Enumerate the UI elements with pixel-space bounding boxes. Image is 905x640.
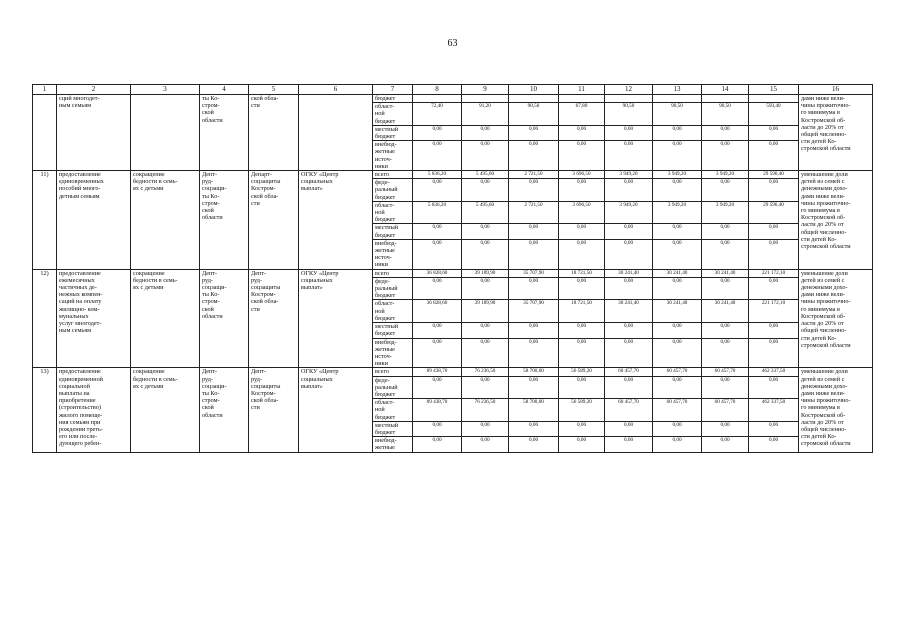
amount-cell: 0,00 [559,277,605,300]
amount-cell: 0,00 [653,376,702,399]
funding-source: всего [373,171,413,179]
goal-cell: сокращение бедности в семь- ях с детьми [131,368,200,452]
organization-cell: ОГКУ «Центр социальных выплат» [299,269,373,368]
amount-cell [462,95,509,103]
responsible-cell: Депт- руд- соцзащи- ты Ко- стром- ской области [200,269,249,368]
amount-cell: 0,00 [605,376,653,399]
amount-cell: 36 828,60 [413,269,462,277]
funding-source: местный бюджет [373,224,413,239]
responsible-cell: Депт- руд- соцзащи- ты Ко- стром- ской области [200,368,249,452]
organization-cell: ОГКУ «Центр социальных выплат» [299,368,373,452]
column-number: 3 [131,85,200,95]
amount-cell: 0,00 [559,141,605,171]
amount-cell: 0,00 [749,125,799,140]
amount-cell: 593,40 [749,103,799,126]
amount-cell: 0,00 [462,421,509,436]
amount-cell: 0,00 [509,421,559,436]
amount-cell: 0,00 [509,323,559,338]
amount-cell: 29 596,40 [749,201,799,224]
amount-cell: 0,00 [605,179,653,202]
amount-cell: 72,40 [413,103,462,126]
amount-cell: 3 949,20 [653,201,702,224]
amount-cell: 2 721,50 [509,171,559,179]
amount-cell: 0,00 [653,179,702,202]
amount-cell: 0,00 [702,179,749,202]
funding-source: местный бюджет [373,125,413,140]
funding-source: внебюд- жетные источ- ники [373,338,413,368]
funding-source: област- ной бюджет [373,300,413,323]
amount-cell: 60 457,70 [605,399,653,422]
column-number: 9 [462,85,509,95]
amount-cell: 30 241,40 [605,300,653,323]
column-number: 14 [702,85,749,95]
table-row [33,269,873,277]
column-number: 15 [749,85,799,95]
amount-cell: 5 495,60 [462,171,509,179]
amount-cell: 462 337,50 [749,368,799,376]
amount-cell: 0,00 [702,239,749,269]
amount-cell: 35 707,90 [509,269,559,277]
amount-cell: 0,00 [702,376,749,399]
amount-cell: 0,00 [413,125,462,140]
amount-cell: 91,20 [462,103,509,126]
expected-result: уменьшение доли детей из семей с денежными дохо- дами ниже вели- чины прожиточно- го минимума в Костромской об- ласти до 20% от общей численно- сти детей Ко- стромской области [799,171,873,270]
amount-cell: 90,50 [605,103,653,126]
amount-cell: 0,00 [462,323,509,338]
amount-cell: 0,00 [653,323,702,338]
amount-cell: 0,00 [605,141,653,171]
expected-result: уменьшение доли детей из семей с денежными дохо- дами ниже вели- чины прожиточно- го минимума в Костромской об- ласти до 20% от общей численно- сти детей Ко- стромской области [799,368,873,452]
amount-cell: 89 438,70 [413,399,462,422]
executor-cell: Депт- руд- соцзащиты Костром- ской обла- сти [249,269,299,368]
amount-cell: 0,00 [702,224,749,239]
table-row [33,171,873,179]
amount-cell: 0,00 [702,141,749,171]
amount-cell: 0,00 [653,338,702,368]
amount-cell: 0,00 [653,421,702,436]
amount-cell: 3 696,50 [559,201,605,224]
amount-cell: 0,00 [413,376,462,399]
organization-cell: ОГКУ «Центр социальных выплат» [299,171,373,270]
amount-cell: 0,00 [653,141,702,171]
amount-cell: 60 457,70 [653,399,702,422]
funding-source: област- ной бюджет [373,201,413,224]
amount-cell: 30 241,40 [653,300,702,323]
amount-cell: 0,00 [462,376,509,399]
amount-cell [749,95,799,103]
amount-cell: 0,00 [413,421,462,436]
header-row [33,85,873,95]
expected-result: уменьшение доли детей из семей с денежными дохо- дами ниже вели- чины прожиточно- го минимума в Костромской об- ласти до 20% от общей численно- сти детей Ко- стромской области [799,269,873,368]
amount-cell: 0,00 [702,125,749,140]
amount-cell: 0,00 [605,239,653,269]
amount-cell: 39 189,90 [462,300,509,323]
amount-cell: 0,00 [559,338,605,368]
goal-cell: сокращение бедности в семь- ях с детьми [131,269,200,368]
amount-cell: 0,00 [605,421,653,436]
amount-cell: 0,00 [749,421,799,436]
amount-cell: 29 596,40 [749,171,799,179]
amount-cell: 0,00 [749,437,799,452]
amount-cell: 0,00 [509,437,559,452]
table-row [33,95,873,103]
table-row [33,368,873,376]
amount-cell: 90,50 [509,103,559,126]
amount-cell: 90,50 [653,103,702,126]
amount-cell: 0,00 [413,239,462,269]
column-number: 11 [559,85,605,95]
amount-cell: 56 589,20 [559,368,605,376]
amount-cell: 3 949,20 [605,171,653,179]
amount-cell: 0,00 [509,239,559,269]
page-number: 63 [447,38,458,49]
amount-cell: 0,00 [702,437,749,452]
executor-cell: ской обла- сти [249,95,299,171]
amount-cell: 0,00 [605,125,653,140]
amount-cell: 0,00 [462,437,509,452]
amount-cell: 0,00 [559,179,605,202]
amount-cell: 0,00 [702,338,749,368]
amount-cell: 76 236,50 [462,399,509,422]
amount-cell: 0,00 [653,239,702,269]
amount-cell: 0,00 [462,338,509,368]
amount-cell: 0,00 [605,277,653,300]
amount-cell: 3 949,20 [653,171,702,179]
amount-cell: 0,00 [605,323,653,338]
column-number: 8 [413,85,462,95]
amount-cell: 0,00 [749,277,799,300]
funding-source: всего [373,269,413,277]
amount-cell: 0,00 [559,125,605,140]
executor-cell: Депт- руд- соцзащиты Костром- ской обла- сти [249,368,299,452]
amount-cell: 3 949,20 [605,201,653,224]
amount-cell: 0,00 [413,338,462,368]
amount-cell: 90,50 [702,103,749,126]
funding-source: феде- ральный бюджет [373,277,413,300]
column-number: 1 [33,85,57,95]
amount-cell: 0,00 [462,179,509,202]
amount-cell: 0,00 [702,323,749,338]
amount-cell: 56 589,20 [559,399,605,422]
amount-cell: 0,00 [509,141,559,171]
row-number-cell: 11) [33,171,57,270]
amount-cell: 0,00 [559,421,605,436]
amount-cell: 0,00 [462,125,509,140]
amount-cell: 3 696,50 [559,171,605,179]
amount-cell [702,95,749,103]
funding-source: област- ной бюджет [373,103,413,126]
amount-cell: 0,00 [509,224,559,239]
amount-cell: 462 337,50 [749,399,799,422]
executor-cell: Департ- соцзащиты Костром- ской обла- сти [249,171,299,270]
amount-cell: 5 836,20 [413,201,462,224]
column-number: 12 [605,85,653,95]
amount-cell: 58 700,00 [509,368,559,376]
amount-cell: 0,00 [462,277,509,300]
column-number: 5 [249,85,299,95]
amount-cell: 0,00 [509,125,559,140]
goal-cell [131,95,200,171]
amount-cell: 0,00 [749,323,799,338]
column-number: 16 [799,85,873,95]
funding-source: феде- ральный бюджет [373,376,413,399]
amount-cell: 35 707,90 [509,300,559,323]
amount-cell: 0,00 [559,323,605,338]
measure-name: предоставление единовременных пособий много- детным семьям [57,171,131,270]
amount-cell: 0,00 [509,277,559,300]
amount-cell [509,95,559,103]
amount-cell: 30 241,40 [702,300,749,323]
funding-source: феде- ральный бюджет [373,179,413,202]
amount-cell: 2 721,50 [509,201,559,224]
amount-cell: 0,00 [605,224,653,239]
funding-source: бюджет [373,95,413,103]
measure-name: предоставление ежемесячных частичных де- нежных компен- саций на оплату жилищно- ком- мунальных услуг многодет- ным семьям [57,269,131,368]
amount-cell: 60 457,70 [702,368,749,376]
amount-cell: 30 241,40 [653,269,702,277]
amount-cell: 18 721,50 [559,300,605,323]
amount-cell: 60 457,70 [653,368,702,376]
amount-cell [559,95,605,103]
amount-cell: 0,00 [749,224,799,239]
amount-cell: 0,00 [702,421,749,436]
amount-cell: 67,80 [559,103,605,126]
measure-name: сций многодет- ным семьям [57,95,131,171]
amount-cell: 221 172,10 [749,300,799,323]
funding-source: област- ной бюджет [373,399,413,422]
amount-cell: 0,00 [559,239,605,269]
amount-cell: 0,00 [559,376,605,399]
amount-cell: 0,00 [413,277,462,300]
amount-cell: 0,00 [702,277,749,300]
amount-cell: 39 189,90 [462,269,509,277]
amount-cell: 89 438,70 [413,368,462,376]
amount-cell: 0,00 [413,323,462,338]
amount-cell: 221 172,10 [749,269,799,277]
amount-cell: 5 495,60 [462,201,509,224]
amount-cell [653,95,702,103]
amount-cell: 0,00 [413,224,462,239]
column-number: 7 [373,85,413,95]
amount-cell: 0,00 [749,141,799,171]
amount-cell [605,95,653,103]
amount-cell: 0,00 [749,239,799,269]
responsible-cell: ты Ко- стром- ской области [200,95,249,171]
column-number: 6 [299,85,373,95]
amount-cell: 0,00 [462,141,509,171]
amount-cell: 30 241,40 [605,269,653,277]
amount-cell: 0,00 [653,277,702,300]
amount-cell: 0,00 [749,179,799,202]
amount-cell: 0,00 [413,179,462,202]
amount-cell: 0,00 [559,437,605,452]
amount-cell: 0,00 [413,141,462,171]
column-number: 2 [57,85,131,95]
row-number-cell: 13) [33,368,57,452]
row-number-cell [33,95,57,171]
amount-cell: 30 241,40 [702,269,749,277]
amount-cell: 0,00 [509,179,559,202]
amount-cell: 58 700,00 [509,399,559,422]
amount-cell: 0,00 [653,125,702,140]
amount-cell: 5 836,20 [413,171,462,179]
amount-cell [413,95,462,103]
amount-cell: 3 949,20 [702,201,749,224]
program-table [32,84,873,453]
amount-cell: 18 721,50 [559,269,605,277]
amount-cell: 0,00 [462,239,509,269]
column-number: 10 [509,85,559,95]
amount-cell: 0,00 [462,224,509,239]
column-number: 13 [653,85,702,95]
funding-source: внебюд- жетные источ- ники [373,239,413,269]
amount-cell: 76 236,50 [462,368,509,376]
column-number: 4 [200,85,249,95]
responsible-cell: Депт- руд- соцзащи- ты Ко- стром- ской области [200,171,249,270]
expected-result: дами ниже вели- чины прожиточно- го минимума в Костромской об- ласти до 20% от общей численно- сти детей Ко- стромской области [799,95,873,171]
amount-cell: 0,00 [509,338,559,368]
amount-cell: 0,00 [559,224,605,239]
organization-cell [299,95,373,171]
row-number-cell: 12) [33,269,57,368]
amount-cell: 0,00 [509,376,559,399]
amount-cell: 0,00 [749,338,799,368]
funding-source: внебюд- жетные [373,437,413,452]
amount-cell: 60 457,70 [702,399,749,422]
funding-source: местный бюджет [373,323,413,338]
amount-cell: 3 949,20 [702,171,749,179]
amount-cell: 36 828,60 [413,300,462,323]
amount-cell: 60 457,70 [605,368,653,376]
funding-source: всего [373,368,413,376]
funding-source: местный бюджет [373,421,413,436]
amount-cell: 0,00 [605,437,653,452]
amount-cell: 0,00 [653,224,702,239]
goal-cell: сокращение бедности в семь- ях с детьми [131,171,200,270]
amount-cell: 0,00 [605,338,653,368]
amount-cell: 0,00 [749,376,799,399]
amount-cell: 0,00 [653,437,702,452]
funding-source: внебюд- жетные источ- ники [373,141,413,171]
amount-cell: 0,00 [413,437,462,452]
measure-name: предоставление единовременной социальной выплаты на приобретение (строительство) жилого помеще- ния семьям при рождении треть- его или после- дующего ребен- [57,368,131,452]
